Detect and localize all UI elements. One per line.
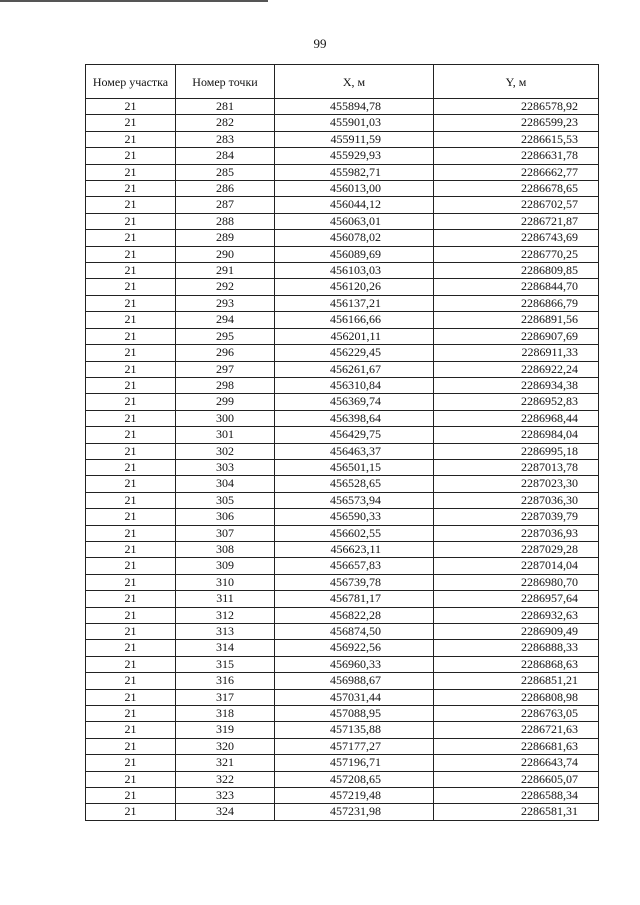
cell-plot-number: 21	[86, 722, 176, 738]
cell-x-coordinate: 456201,11	[275, 328, 434, 344]
cell-y-coordinate: 2286662,77	[434, 164, 599, 180]
cell-y-coordinate: 2286968,44	[434, 410, 599, 426]
cell-plot-number: 21	[86, 164, 176, 180]
table-row	[86, 246, 599, 262]
table-header-row	[86, 65, 599, 99]
cell-x-coordinate: 457088,95	[275, 706, 434, 722]
cell-point-number: 306	[176, 509, 275, 525]
cell-plot-number: 21	[86, 738, 176, 754]
cell-y-coordinate: 2287013,78	[434, 459, 599, 475]
cell-point-number: 303	[176, 459, 275, 475]
cell-point-number: 294	[176, 312, 275, 328]
cell-plot-number: 21	[86, 476, 176, 492]
cell-x-coordinate: 456261,67	[275, 361, 434, 377]
cell-plot-number: 21	[86, 181, 176, 197]
table-row	[86, 788, 599, 804]
cell-plot-number: 21	[86, 656, 176, 672]
cell-plot-number: 21	[86, 312, 176, 328]
cell-x-coordinate: 456429,75	[275, 427, 434, 443]
cell-y-coordinate: 2286995,18	[434, 443, 599, 459]
header-point-number: Номер точки	[176, 65, 275, 99]
cell-point-number: 300	[176, 410, 275, 426]
cell-y-coordinate: 2286909,49	[434, 624, 599, 640]
cell-x-coordinate: 456137,21	[275, 295, 434, 311]
header-rule	[0, 0, 268, 2]
cell-point-number: 289	[176, 230, 275, 246]
cell-x-coordinate: 456063,01	[275, 213, 434, 229]
cell-x-coordinate: 456369,74	[275, 394, 434, 410]
cell-point-number: 317	[176, 689, 275, 705]
cell-x-coordinate: 456922,56	[275, 640, 434, 656]
header-x-coordinate: X, м	[275, 65, 434, 99]
cell-x-coordinate: 455901,03	[275, 115, 434, 131]
cell-plot-number: 21	[86, 427, 176, 443]
cell-plot-number: 21	[86, 689, 176, 705]
cell-y-coordinate: 2286952,83	[434, 394, 599, 410]
table-row	[86, 525, 599, 541]
table-row	[86, 181, 599, 197]
cell-x-coordinate: 457177,27	[275, 738, 434, 754]
cell-plot-number: 21	[86, 574, 176, 590]
cell-y-coordinate: 2286770,25	[434, 246, 599, 262]
table-row	[86, 164, 599, 180]
cell-point-number: 290	[176, 246, 275, 262]
cell-point-number: 281	[176, 99, 275, 115]
cell-x-coordinate: 455894,78	[275, 99, 434, 115]
cell-y-coordinate: 2286681,63	[434, 738, 599, 754]
cell-x-coordinate: 457031,44	[275, 689, 434, 705]
cell-y-coordinate: 2286631,78	[434, 148, 599, 164]
cell-x-coordinate: 456573,94	[275, 492, 434, 508]
cell-plot-number: 21	[86, 361, 176, 377]
cell-y-coordinate: 2286844,70	[434, 279, 599, 295]
cell-point-number: 313	[176, 624, 275, 640]
cell-point-number: 308	[176, 541, 275, 557]
table-row	[86, 706, 599, 722]
cell-plot-number: 21	[86, 673, 176, 689]
cell-y-coordinate: 2287036,30	[434, 492, 599, 508]
table-row	[86, 738, 599, 754]
table-row	[86, 328, 599, 344]
cell-point-number: 310	[176, 574, 275, 590]
cell-x-coordinate: 456463,37	[275, 443, 434, 459]
cell-y-coordinate: 2286615,53	[434, 131, 599, 147]
header-y-coordinate: Y, м	[434, 65, 599, 99]
page-number: 99	[313, 36, 327, 51]
cell-point-number: 292	[176, 279, 275, 295]
cell-plot-number: 21	[86, 328, 176, 344]
cell-point-number: 315	[176, 656, 275, 672]
cell-plot-number: 21	[86, 509, 176, 525]
cell-point-number: 319	[176, 722, 275, 738]
cell-y-coordinate: 2286763,05	[434, 706, 599, 722]
header-plot-number: Номер участка	[86, 65, 176, 99]
cell-y-coordinate: 2286588,34	[434, 788, 599, 804]
cell-plot-number: 21	[86, 607, 176, 623]
table-row	[86, 115, 599, 131]
cell-x-coordinate: 456988,67	[275, 673, 434, 689]
table-row	[86, 99, 599, 115]
cell-x-coordinate: 456602,55	[275, 525, 434, 541]
cell-x-coordinate: 457196,71	[275, 755, 434, 771]
table-row	[86, 213, 599, 229]
table-row	[86, 410, 599, 426]
cell-point-number: 296	[176, 345, 275, 361]
cell-y-coordinate: 2286643,74	[434, 755, 599, 771]
cell-x-coordinate: 455929,93	[275, 148, 434, 164]
cell-plot-number: 21	[86, 99, 176, 115]
table-row	[86, 755, 599, 771]
cell-x-coordinate: 456166,66	[275, 312, 434, 328]
cell-y-coordinate: 2286578,92	[434, 99, 599, 115]
cell-point-number: 311	[176, 591, 275, 607]
cell-plot-number: 21	[86, 492, 176, 508]
cell-point-number: 324	[176, 804, 275, 820]
cell-y-coordinate: 2287039,79	[434, 509, 599, 525]
table-row	[86, 771, 599, 787]
cell-plot-number: 21	[86, 295, 176, 311]
cell-x-coordinate: 456103,03	[275, 263, 434, 279]
cell-x-coordinate: 456623,11	[275, 541, 434, 557]
cell-y-coordinate: 2286891,56	[434, 312, 599, 328]
cell-x-coordinate: 456590,33	[275, 509, 434, 525]
table-row	[86, 673, 599, 689]
cell-plot-number: 21	[86, 246, 176, 262]
table-row	[86, 279, 599, 295]
cell-x-coordinate: 456501,15	[275, 459, 434, 475]
cell-point-number: 283	[176, 131, 275, 147]
cell-y-coordinate: 2286922,24	[434, 361, 599, 377]
table-row	[86, 131, 599, 147]
cell-y-coordinate: 2286911,33	[434, 345, 599, 361]
cell-y-coordinate: 2286934,38	[434, 377, 599, 393]
cell-plot-number: 21	[86, 131, 176, 147]
cell-x-coordinate: 455982,71	[275, 164, 434, 180]
cell-x-coordinate: 456013,00	[275, 181, 434, 197]
cell-plot-number: 21	[86, 345, 176, 361]
table-row	[86, 558, 599, 574]
cell-plot-number: 21	[86, 279, 176, 295]
cell-point-number: 286	[176, 181, 275, 197]
cell-y-coordinate: 2286808,98	[434, 689, 599, 705]
cell-x-coordinate: 456398,64	[275, 410, 434, 426]
cell-plot-number: 21	[86, 788, 176, 804]
cell-plot-number: 21	[86, 771, 176, 787]
cell-y-coordinate: 2286851,21	[434, 673, 599, 689]
cell-y-coordinate: 2286984,04	[434, 427, 599, 443]
cell-point-number: 316	[176, 673, 275, 689]
cell-point-number: 322	[176, 771, 275, 787]
cell-point-number: 299	[176, 394, 275, 410]
cell-y-coordinate: 2286868,63	[434, 656, 599, 672]
cell-point-number: 285	[176, 164, 275, 180]
table-row	[86, 230, 599, 246]
cell-x-coordinate: 456229,45	[275, 345, 434, 361]
cell-plot-number: 21	[86, 410, 176, 426]
cell-x-coordinate: 457231,98	[275, 804, 434, 820]
cell-y-coordinate: 2286599,23	[434, 115, 599, 131]
table-row	[86, 377, 599, 393]
cell-point-number: 284	[176, 148, 275, 164]
cell-point-number: 321	[176, 755, 275, 771]
cell-point-number: 301	[176, 427, 275, 443]
cell-plot-number: 21	[86, 459, 176, 475]
cell-point-number: 305	[176, 492, 275, 508]
table-row	[86, 624, 599, 640]
cell-point-number: 288	[176, 213, 275, 229]
cell-point-number: 314	[176, 640, 275, 656]
table-row	[86, 394, 599, 410]
cell-plot-number: 21	[86, 443, 176, 459]
cell-x-coordinate: 456739,78	[275, 574, 434, 590]
cell-plot-number: 21	[86, 558, 176, 574]
cell-point-number: 307	[176, 525, 275, 541]
table-row	[86, 295, 599, 311]
cell-plot-number: 21	[86, 624, 176, 640]
cell-point-number: 304	[176, 476, 275, 492]
table-row	[86, 476, 599, 492]
cell-plot-number: 21	[86, 394, 176, 410]
cell-x-coordinate: 456960,33	[275, 656, 434, 672]
cell-point-number: 309	[176, 558, 275, 574]
table-row	[86, 591, 599, 607]
table-row	[86, 574, 599, 590]
table-row	[86, 541, 599, 557]
cell-point-number: 295	[176, 328, 275, 344]
cell-plot-number: 21	[86, 263, 176, 279]
cell-y-coordinate: 2286581,31	[434, 804, 599, 820]
table-row	[86, 492, 599, 508]
cell-x-coordinate: 456078,02	[275, 230, 434, 246]
cell-plot-number: 21	[86, 706, 176, 722]
cell-plot-number: 21	[86, 640, 176, 656]
table-row	[86, 443, 599, 459]
cell-y-coordinate: 2286721,87	[434, 213, 599, 229]
cell-y-coordinate: 2286957,64	[434, 591, 599, 607]
cell-y-coordinate: 2287029,28	[434, 541, 599, 557]
cell-plot-number: 21	[86, 541, 176, 557]
cell-point-number: 318	[176, 706, 275, 722]
cell-plot-number: 21	[86, 148, 176, 164]
cell-point-number: 287	[176, 197, 275, 213]
cell-y-coordinate: 2286678,65	[434, 181, 599, 197]
table-row	[86, 689, 599, 705]
cell-x-coordinate: 456822,28	[275, 607, 434, 623]
cell-point-number: 282	[176, 115, 275, 131]
cell-y-coordinate: 2286888,33	[434, 640, 599, 656]
table-row	[86, 312, 599, 328]
cell-y-coordinate: 2287036,93	[434, 525, 599, 541]
cell-plot-number: 21	[86, 230, 176, 246]
cell-x-coordinate: 456089,69	[275, 246, 434, 262]
cell-x-coordinate: 457219,48	[275, 788, 434, 804]
cell-point-number: 323	[176, 788, 275, 804]
cell-point-number: 302	[176, 443, 275, 459]
table-row	[86, 345, 599, 361]
table-row	[86, 427, 599, 443]
cell-x-coordinate: 456874,50	[275, 624, 434, 640]
cell-plot-number: 21	[86, 804, 176, 820]
cell-x-coordinate: 455911,59	[275, 131, 434, 147]
table-row	[86, 361, 599, 377]
table-body	[86, 99, 599, 821]
cell-point-number: 297	[176, 361, 275, 377]
cell-y-coordinate: 2286809,85	[434, 263, 599, 279]
cell-y-coordinate: 2286866,79	[434, 295, 599, 311]
cell-plot-number: 21	[86, 591, 176, 607]
table-row	[86, 640, 599, 656]
cell-plot-number: 21	[86, 115, 176, 131]
cell-point-number: 293	[176, 295, 275, 311]
cell-y-coordinate: 2286907,69	[434, 328, 599, 344]
cell-x-coordinate: 456044,12	[275, 197, 434, 213]
cell-point-number: 320	[176, 738, 275, 754]
cell-point-number: 312	[176, 607, 275, 623]
cell-plot-number: 21	[86, 755, 176, 771]
cell-y-coordinate: 2287014,04	[434, 558, 599, 574]
cell-y-coordinate: 2287023,30	[434, 476, 599, 492]
table-row	[86, 148, 599, 164]
table-row	[86, 722, 599, 738]
table-row	[86, 509, 599, 525]
cell-x-coordinate: 457135,88	[275, 722, 434, 738]
cell-y-coordinate: 2286605,07	[434, 771, 599, 787]
table-row	[86, 197, 599, 213]
cell-y-coordinate: 2286743,69	[434, 230, 599, 246]
table-row	[86, 607, 599, 623]
cell-x-coordinate: 456120,26	[275, 279, 434, 295]
table-row	[86, 263, 599, 279]
cell-x-coordinate: 456528,65	[275, 476, 434, 492]
table-row	[86, 804, 599, 820]
cell-y-coordinate: 2286932,63	[434, 607, 599, 623]
cell-y-coordinate: 2286980,70	[434, 574, 599, 590]
cell-plot-number: 21	[86, 213, 176, 229]
cell-plot-number: 21	[86, 525, 176, 541]
cell-point-number: 291	[176, 263, 275, 279]
cell-plot-number: 21	[86, 197, 176, 213]
table-row	[86, 459, 599, 475]
cell-x-coordinate: 456781,17	[275, 591, 434, 607]
coordinates-table	[85, 64, 599, 821]
cell-x-coordinate: 456657,83	[275, 558, 434, 574]
cell-x-coordinate: 456310,84	[275, 377, 434, 393]
cell-y-coordinate: 2286721,63	[434, 722, 599, 738]
cell-x-coordinate: 457208,65	[275, 771, 434, 787]
cell-point-number: 298	[176, 377, 275, 393]
cell-plot-number: 21	[86, 377, 176, 393]
table-row	[86, 656, 599, 672]
cell-y-coordinate: 2286702,57	[434, 197, 599, 213]
